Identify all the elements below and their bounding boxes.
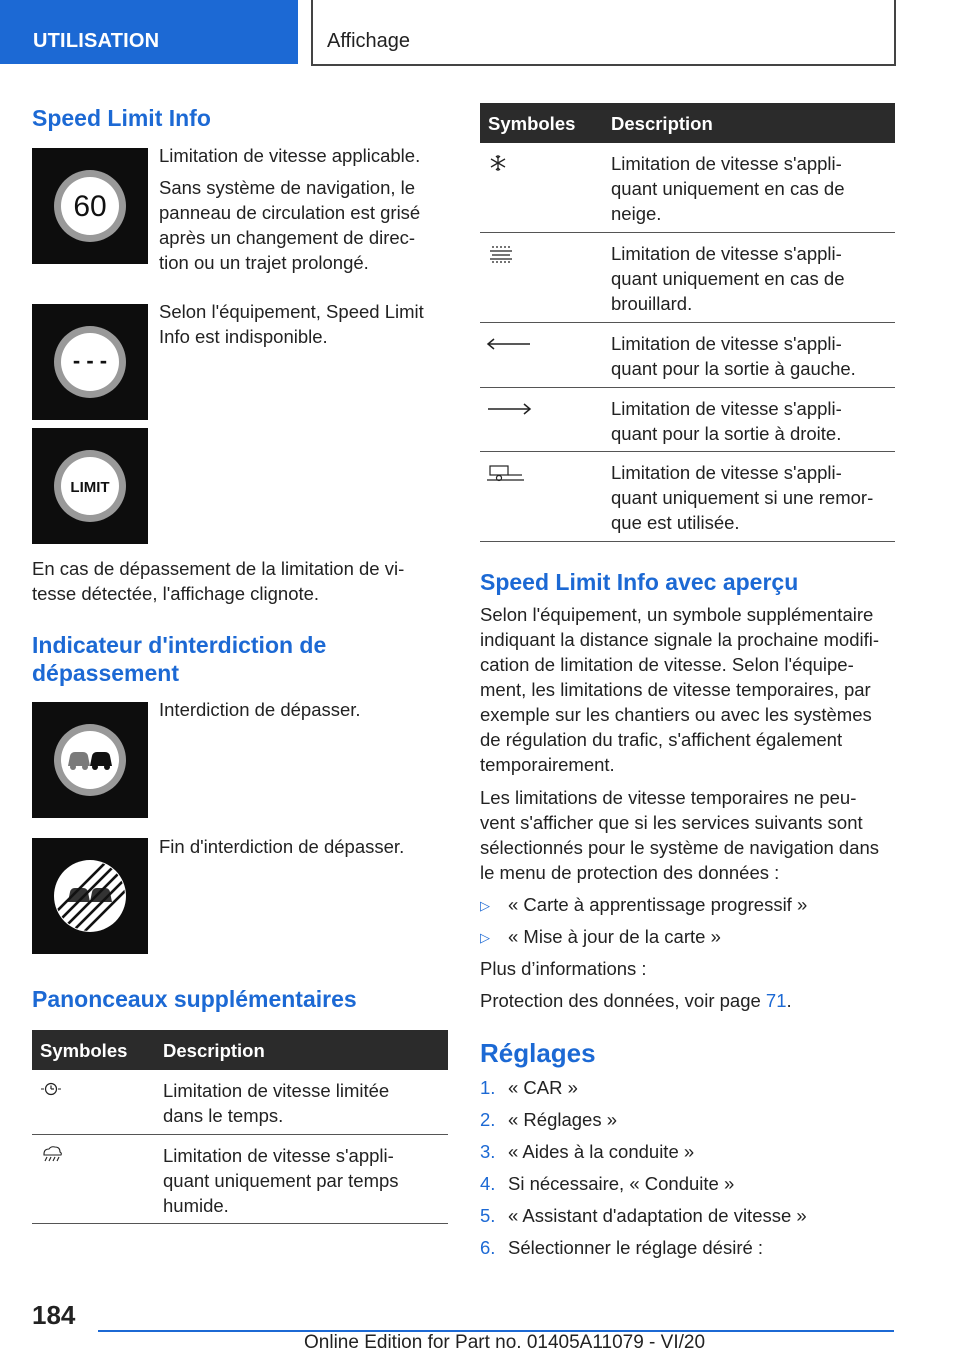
panonceaux-table [32,1030,448,1224]
list-item: ▷ « Mise à jour de la carte » [480,924,895,949]
table-row [32,1135,448,1224]
preview-title: Speed Limit Info avec aperçu [480,569,799,595]
triangle-bullet-icon: ▷ [480,898,490,913]
table-header [480,103,895,143]
speed-unavailable-sign-image [32,304,148,420]
list-item: 5. « Assistant d'adaptation de vitesse » [480,1205,807,1226]
preview-paragraph-2: Les limitations de vitesse temporaires ne peu- vent s'afficher que si les services suivants sont sélectionnés pour le système de navigation dans le menu de protection des données : [480,787,880,883]
section-label: UTILISATION [33,30,160,52]
list-item: 4. Si nécessaire, « Conduite » [480,1173,735,1194]
list-item: 1. « CAR » [480,1077,578,1098]
table-row [480,233,895,323]
table-header [32,1030,448,1070]
no-overtaking-sign-image [32,702,148,818]
rain-icon [40,1145,64,1168]
list-item: ▷ « Carte à apprentissage progressif » [480,892,895,917]
preview-paragraph-1: Selon l'équipement, un symbole supplémentaire indiquant la distance signale la prochaine modifi- cation de limitation de vitesse. Selon l'équipe- ment, les limitations de vitesse temporaires, par exemple sur les chantiers ou avec les systèmes de régulation du trafic, s'affichent également temporairement. [480,604,880,775]
col-description: Description [611,113,713,134]
page-link[interactable]: 71 [765,990,787,1011]
col-description: Description [163,1040,265,1061]
chapter-tab[interactable] [311,0,896,66]
row-description: Limitation de vitesse s'appli- quant uniquement par temps humide. [163,1145,399,1216]
row-description: Limitation de vitesse s'appli- quant uniquement si une remor- que est utilisée. [611,462,874,533]
edition-footer: Online Edition for Part no. 01405A11079 - VI/20 [304,1332,706,1353]
section-tab[interactable] [0,0,298,64]
col-symbols: Symboles [488,113,576,134]
chapter-label: Affichage [327,30,411,52]
row-description: Limitation de vitesse s'appli- quant pour la sortie à gauche. [611,333,856,379]
sign-60-text: 60 [73,190,107,223]
arrow-left-icon [486,337,532,356]
speed-limit-paragraph: En cas de dépassement de la limitation de vi- tesse détectée, l'affichage clignote. [32,558,405,604]
more-info-label: Plus d’informations : [480,958,647,979]
table-row [32,1070,448,1135]
overtake-title: Indicateur d'interdiction de dépassement [32,632,327,686]
table-row [480,323,895,388]
arrow-right-icon [486,402,532,421]
speed-limit-desc3: Selon l'équipement, Speed Limit Info est indisponible. [159,301,424,347]
settings-title: Réglages [480,1038,596,1068]
speed-60-sign-image [32,148,148,264]
row-description: Limitation de vitesse s'appli- quant pour la sortie à droite. [611,398,842,444]
overtake-desc1: Interdiction de dépasser. [159,699,361,720]
speed-limit-title: Speed Limit Info [32,105,211,131]
snowflake-icon [488,153,508,178]
sign-dash-text: - - - [72,348,108,373]
clock-icon [40,1082,62,1101]
symbols-table [480,103,895,542]
panonceaux-title: Panonceaux supplémentaires [32,986,357,1012]
table-row [480,143,895,233]
row-description: Limitation de vitesse s'appli- quant uniquement en cas de brouillard. [611,243,845,314]
end-no-overtaking-sign-image [32,838,148,954]
cross-reference: Protection des données, voir page 71. [480,990,792,1011]
table-row [480,388,895,452]
row-description: Limitation de vitesse limitée dans le temps. [163,1080,390,1126]
list-item: 3. « Aides à la conduite » [480,1141,695,1162]
sign-limit-text: LIMIT [70,479,110,496]
trailer-icon [486,464,526,489]
table-row [480,452,895,542]
triangle-bullet-icon: ▷ [480,930,490,945]
row-description: Limitation de vitesse s'appli- quant uniquement en cas de neige. [611,153,845,224]
limit-sign-image [32,428,148,544]
page-number: 184 [32,1300,76,1330]
list-item: 6. Sélectionner le réglage désiré : [480,1237,764,1258]
speed-limit-desc2: Sans système de navigation, le panneau de circulation est grisé après un changement de direc- tion ou un trajet prolongé. [159,177,421,273]
list-item: 2. « Réglages » [480,1109,618,1130]
overtake-desc2: Fin d'interdiction de dépasser. [159,836,405,857]
fog-icon [488,245,514,268]
speed-limit-desc1: Limitation de vitesse applicable. [159,145,421,166]
col-symbols: Symboles [40,1040,128,1061]
